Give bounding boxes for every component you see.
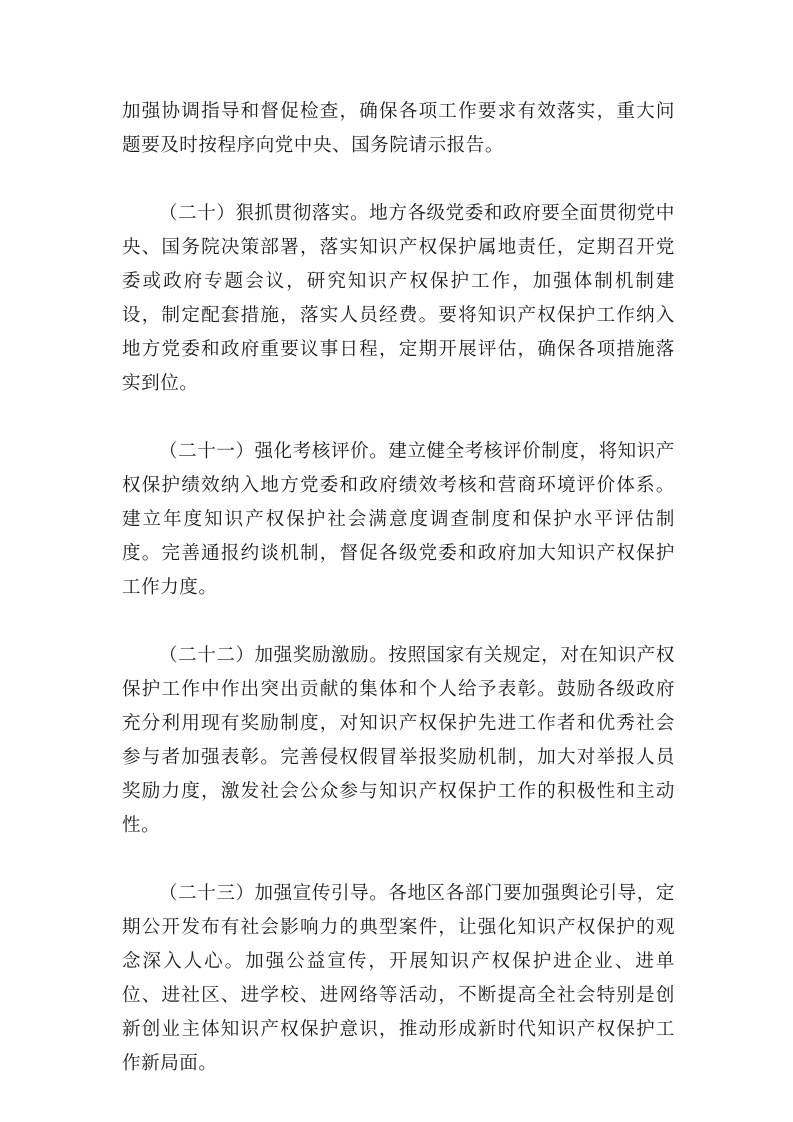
- paragraph-item-23: （二十三）加强宣传引导。各地区各部门要加强舆论引导，定期公开发布有社会影响力的典型案件，让强化知识产权保护的观念深入人心。加强公益宣传，开展知识产权保护进企业、进单位、进社区、进学校、进网络等活动，不断提高全社会特别是创新创业主体知识产权保护意识，推动形成新时代知识产权保护工作新局面。: [122, 883, 675, 1074]
- paragraph-item-22: （二十二）加强奖励激励。按照国家有关规定，对在知识产权保护工作中作出突出贡献的集体和个人给予表彰。鼓励各级政府充分利用现有奖励制度，对知识产权保护先进工作者和优秀社会参与者加强表彰。完善侵权假冒举报奖励机制，加大对举报人员奖励力度，激发社会公众参与知识产权保护工作的积极性和主动性。: [122, 645, 675, 836]
- paragraph-item-21: （二十一）强化考核评价。建立健全考核评价制度，将知识产权保护绩效纳入地方党委和政府绩效考核和营商环境评价体系。建立年度知识产权保护社会满意度调查制度和保护水平评估制度。完善通报约谈机制，督促各级党委和政府加大知识产权保护工作力度。: [122, 441, 675, 598]
- document-body: [122, 95, 675, 1115]
- paragraph-continuation: 加强协调指导和督促检查，确保各项工作要求有效落实，重大问题要及时按程序向党中央、国务院请示报告。: [122, 101, 675, 156]
- paragraph-item-20: （二十）狠抓贯彻落实。地方各级党委和政府要全面贯彻党中央、国务院决策部署，落实知识产权保护属地责任，定期召开党委或政府专题会议，研究知识产权保护工作，加强体制机制建设，制定配套措施，落实人员经费。要将知识产权保护工作纳入地方党委和政府重要议事日程，定期开展评估，确保各项措施落实到位。: [122, 203, 675, 394]
